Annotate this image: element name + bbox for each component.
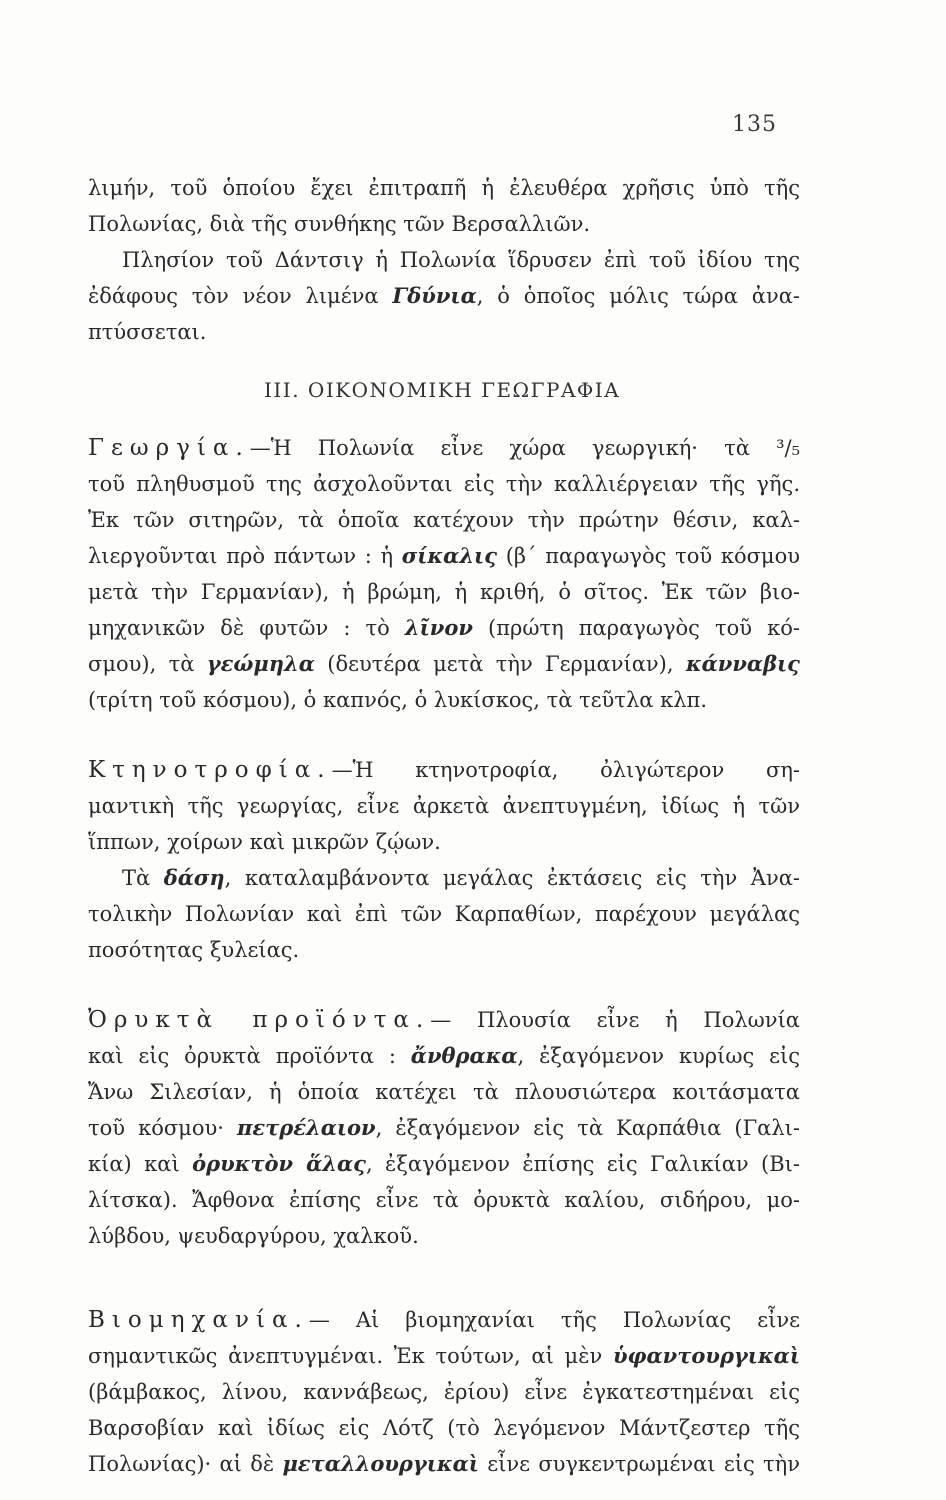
emphasis-term: κάνναβις (685, 651, 800, 676)
text-run: (β΄ παραγωγὸς τοῦ κόσμου (497, 544, 800, 568)
text-run: — Αἱ βιομηχανίαι τῆς Πολωνίας εἶνε (308, 1308, 800, 1332)
emphasis-term: ὀρυκτὸν ἅλας (192, 1151, 366, 1176)
text-line: λίτσκα). Ἄφθονα ἐπίσης εἶνε τὰ ὀρυκτὰ καλίου, σιδήρου, μο- (88, 1188, 800, 1212)
subsection-title: Βιομηχανία. (88, 1307, 309, 1333)
text-run: (πρώτη παραγωγὸς τοῦ κό- (472, 616, 800, 640)
text-line: ποσότητας ξυλείας. (88, 938, 300, 962)
subsection-title: Κτηνοτροφία. (88, 757, 332, 783)
text-run: εἶνε συγκεντρωμέναι εἰς τὴν (478, 1452, 800, 1476)
text-line (88, 646, 800, 682)
page-number: 135 (732, 112, 777, 137)
text-line (88, 1338, 800, 1374)
text-run: (δευτέρα μετὰ τὴν Γερμανίαν), (314, 652, 686, 676)
subsection-title: Γεωργία. (88, 435, 250, 461)
text-line (88, 1038, 800, 1074)
subsection-title: Ὀρυκτὰ προϊόντα. (88, 1007, 431, 1033)
emphasis-term: μεταλλουργικαὶ (282, 1451, 479, 1476)
text-run: τοῦ κόσμου· (88, 1116, 237, 1140)
text-line (88, 430, 800, 466)
section-heading: III. ΟΙΚΟΝΟΜΙΚΗ ΓΕΩΓΡΑΦΙΑ (264, 378, 621, 402)
text-line: τοῦ πληθυσμοῦ της ἀσχολοῦνται εἰς τὴν καλλιέργειαν τῆς γῆς. (88, 472, 800, 496)
text-line (88, 1146, 800, 1182)
text-line: Ἐκ τῶν σιτηρῶν, τὰ ὁποῖα κατέχουν τὴν πρώτην θέσιν, καλ- (88, 508, 800, 532)
text-run: σημαντικῶς ἀνεπτυγμέναι. Ἐκ τούτων, αἱ μὲν (88, 1344, 613, 1368)
emphasis-term: δάση (163, 865, 225, 890)
text-run: λιεργοῦνται πρὸ πάντων : ἡ (88, 544, 402, 568)
text-line: Πολωνίας, διὰ τῆς συνθήκης τῶν Βερσαλλιῶν. (88, 212, 591, 236)
text-run: Τὰ (122, 866, 164, 890)
text-line: μαντικὴ τῆς γεωργίας, εἶνε ἀρκετὰ ἀνεπτυγμένη, ἰδίως ἡ τῶν (88, 794, 800, 818)
text-run: , ὁ ὁποῖος μόλις τώρα ἀνα- (476, 284, 800, 308)
page-body (88, 170, 800, 1482)
text-run: — Πλουσία εἶνε ἡ Πολωνία (430, 1008, 800, 1032)
text-run: , ἐξαγόμενον κυρίως εἰς (517, 1044, 800, 1068)
text-run: —Ἡ Πολωνία εἶνε χώρα γεωργική· τὰ ³/₅ (249, 436, 800, 460)
text-run: —Ἡ κτηνοτροφία, ὀλιγώτερον ση- (331, 758, 800, 782)
emphasis-term: λῖνον (404, 615, 473, 640)
text-line: λύβδου, ψευδαργύρου, χαλκοῦ. (88, 1224, 419, 1248)
text-line: (βάμβακος, λίνου, καννάβεως, ἐρίου) εἶνε ἐγκατεστημέναι εἰς (88, 1380, 800, 1404)
text-run: σμου), τὰ (88, 652, 207, 676)
text-line: λιμήν, τοῦ ὁποίου ἔχει ἐπιτραπῆ ἡ ἐλευθέρα χρῆσις ὑπὸ τῆς (88, 176, 800, 200)
text-run: , καταλαμβάνοντα μεγάλας ἐκτάσεις εἰς τὴν Ἀνα- (224, 866, 800, 890)
text-run: καὶ εἰς ὀρυκτὰ προϊόντα : (88, 1044, 411, 1068)
text-line: πτύσσεται. (88, 320, 207, 344)
text-run: ἐδάφους τὸν νέον λιμένα (88, 284, 393, 308)
text-line (88, 1446, 800, 1482)
emphasis-term: Γδύνια (392, 283, 477, 308)
text-line (88, 860, 800, 896)
text-run: , ἐξαγόμενον ἐπίσης εἰς Γαλικίαν (Βι- (365, 1152, 800, 1176)
text-line: τολικὴν Πολωνίαν καὶ ἐπὶ τῶν Καρπαθίων, παρέχουν μεγάλας (88, 902, 800, 926)
text-line (88, 610, 800, 646)
emphasis-term: ὑφαντουργικαὶ (612, 1343, 800, 1368)
text-line (88, 1002, 800, 1038)
emphasis-term: γεώμηλα (206, 651, 315, 676)
emphasis-term: πετρέλαιον (236, 1115, 376, 1140)
text-line (88, 1110, 800, 1146)
text-line (88, 1302, 800, 1338)
text-line: μετὰ τὴν Γερμανίαν), ἡ βρώμη, ἡ κριθή, ὁ σῖτος. Ἐκ τῶν βιο- (88, 580, 800, 604)
text-line: ἵππων, χοίρων καὶ μικρῶν ζῴων. (88, 830, 441, 854)
text-line: (τρίτη τοῦ κόσμου), ὁ καπνός, ὁ λυκίσκος, τὰ τεῦτλα κλπ. (88, 688, 708, 712)
text-line: Βαρσοβίαν καὶ ἰδίως εἰς Λότζ (τὸ λεγόμενον Μάντζεστερ τῆς (88, 1416, 800, 1440)
text-run: , ἐξαγόμενον εἰς τὰ Καρπάθια (Γαλι- (375, 1116, 800, 1140)
text-line: Ἄνω Σιλεσίαν, ἡ ὁποία κατέχει τὰ πλουσιώτερα κοιτάσματα (88, 1080, 800, 1104)
text-run: Πολωνίας)· αἱ δὲ (88, 1452, 283, 1476)
text-line: Πλησίον τοῦ Δάντσιγ ἡ Πολωνία ἵδρυσεν ἐπὶ τοῦ ἰδίου της (122, 248, 800, 272)
text-line (88, 278, 800, 314)
text-line (88, 752, 800, 788)
text-line (88, 538, 800, 574)
emphasis-term: ἄνθρακα (410, 1043, 518, 1068)
emphasis-term: σίκαλις (401, 543, 497, 568)
text-run: κία) καὶ (88, 1152, 193, 1176)
text-run: μηχανικῶν δὲ φυτῶν : τὸ (88, 616, 405, 640)
